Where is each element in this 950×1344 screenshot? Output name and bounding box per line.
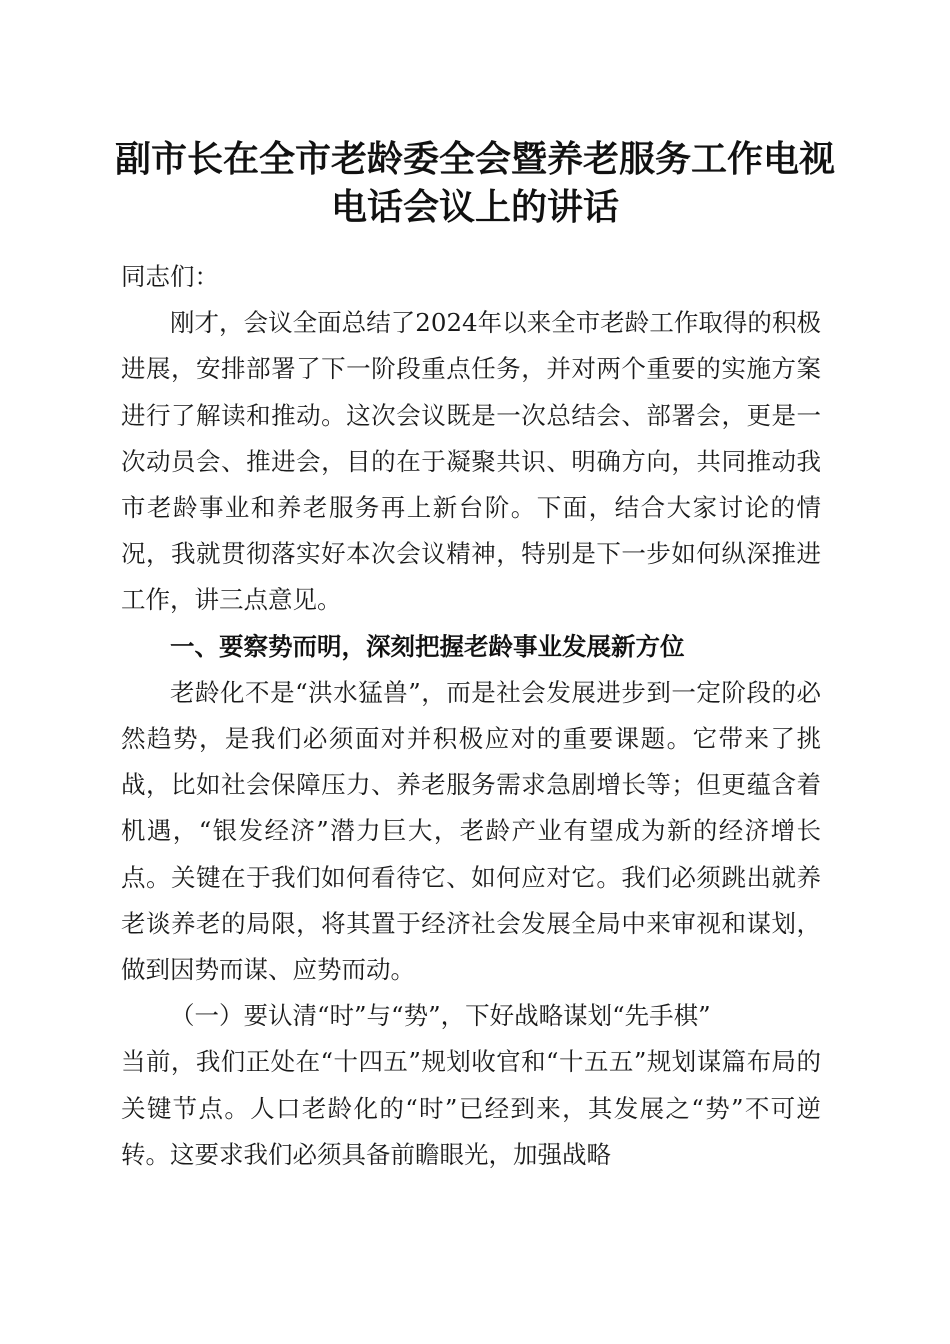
title-line-1: 副市长在全市老龄委全会暨养老服务工作电视: [114, 139, 835, 180]
section-1-heading: 一、要察势而明，深刻把握老龄事业发展新方位: [170, 631, 685, 661]
subsection-1-paragraph: 当前，我们正处在“十四五”规划收官和“十五五”规划谋篇布局的关键节点。人口老龄化的“时”已经到来，其发展之“势”不可逆转。这要求我们必须具备前瞻眼光，加强战略: [121, 1047, 821, 1169]
salutation: 同志们：: [121, 262, 219, 291]
intro-paragraph: 刚才，会议全面总结了2024年以来全市老龄工作取得的积极进展，安排部署了下一阶段重点任务，并对两个重要的实施方案进行了解读和推动。这次会议既是一次总结会、部署会，更是一次动员会、推进会，目的在于凝聚共识、明确方向，共同推动我市老龄事业和养老服务再上新台阶。下面，结合大家讨论的情况，我就贯彻落实好本次会议精神，特别是下一步如何纵深推进工作，讲三点意见。: [121, 308, 821, 615]
subsection-1-heading: （一）要认清“时”与“势”，下好战略谋划“先手棋”: [170, 1001, 711, 1031]
title-line-2: 电话会议上的讲话: [330, 187, 619, 228]
section-1-paragraph: 老龄化不是“洪水猛兽”，而是社会发展进步到一定阶段的必然趋势，是我们必须面对并积极应对的重要课题。它带来了挑战，比如社会保障压力、养老服务需求急剧增长等；但更蕴含着机遇，“银发经济”潜力巨大，老龄产业有望成为新的经济增长点。关键在于我们如何看待它、如何应对它。我们必须跳出就养老谈养老的局限，将其置于经济社会发展全局中来审视和谋划，做到因势而谋、应势而动。: [121, 677, 821, 985]
document-body: [121, 254, 821, 1178]
document-title: [100, 136, 850, 232]
